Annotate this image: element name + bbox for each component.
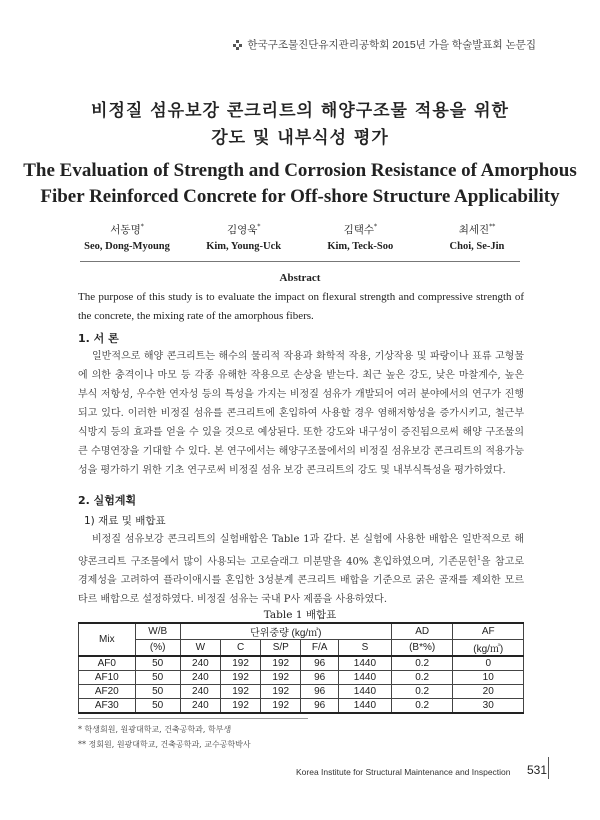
author-english-name: Kim, Teck-Soo	[327, 241, 394, 252]
table-cell: 50	[135, 656, 180, 671]
section1-paragraph: 일반적으로 해양 콘크리트는 해수의 물리적 작용과 화학적 작용, 기상작용 및 파랑이나 표류 고형물에 의한 충격이나 마모 등 각종 유해한 작용으로 손상을 받는다. 최근 높은 강도, 낮은 마찰계수, 높은 부식 저항성, 우수한 연자성 등의 특성을 가지는 비정질 섬유가 개발되어 여러 분야에서의 연구가 진행되고 있다. 이러한 비정질 섬유를 콘크리트에 혼입하여 사용할 경우 염해저항성을 증가시키고, 철근부식방지 등의 효과를 얻을 수 있을 것으로 예상된다. 또한 강도와 내구성이 증진됨으로써 해양 구조물의 큰 수명연장을 기대할 수 있다. 본 연구에서는 해양구조물에서의 비정질 섬유보강 콘크리트의 적용가능성을 평가하기 위한 기초 연구로써 비정질 섬유 보강 콘크리트의 강도 및 내부식특성을 평가하였다.	[78, 351, 524, 476]
section1-heading: 1. 서 론	[78, 332, 119, 345]
table-cell: 192	[261, 699, 301, 714]
author-mark: *	[374, 223, 378, 231]
table-cell: 192	[220, 671, 260, 685]
author-korean-name: 김택수	[343, 224, 375, 236]
journal-header	[233, 37, 536, 52]
table-cell: 96	[301, 656, 339, 671]
table-cell: 96	[301, 699, 339, 714]
table-row	[79, 656, 524, 671]
table-cell: 0.2	[391, 699, 453, 714]
author-korean-name: 최세진	[458, 224, 490, 236]
abstract-text: The purpose of this study is to evaluate the impact on flexural strength and compressive strength of the concrete, the mixing rate of the amorphous fibers.	[78, 291, 524, 322]
header-col-sp: S/P	[261, 640, 301, 657]
reference-mark: 1	[477, 555, 481, 562]
page-number-bar	[548, 757, 549, 779]
korean-title-line1: 비정질 섬유보강 콘크리트의 해양구조물 적용을 위한	[91, 101, 509, 121]
table-cell: 1440	[339, 685, 392, 699]
table-cell: 192	[261, 656, 301, 671]
table-cell: 50	[135, 699, 180, 714]
table-cell: 96	[301, 671, 339, 685]
author-english-name: Kim, Young-Uck	[206, 241, 282, 252]
table-cell: 0.2	[391, 656, 453, 671]
table-cell: 20	[453, 685, 524, 699]
header-af-unit: (kg/㎥)	[453, 640, 524, 657]
section2-text-part1: 비정질 섬유보강 콘크리트의 실험배합은 Table 1과 같다. 본 실험에 사용한 배합은 일반적으로 해양콘크리트 구조물에서 많이 사용되는 고로슬래그 미분말을 40% 혼입하였으며, 기존문헌	[78, 534, 524, 568]
table-cell: AF0	[79, 656, 136, 671]
korean-title-line2: 강도 및 내부식성 평가	[211, 128, 389, 148]
table-cell: 192	[220, 699, 260, 714]
author-mark: *	[140, 223, 144, 231]
table-cell: 192	[261, 685, 301, 699]
table-cell: AF10	[79, 671, 136, 685]
author	[422, 222, 532, 252]
section1-body	[78, 347, 524, 480]
abstract-heading: Abstract	[279, 272, 321, 284]
author-korean-name: 김영욱	[226, 224, 258, 236]
header-col-fa: F/A	[301, 640, 339, 657]
header-unit-weight: 단위중량 (kg/㎥)	[180, 623, 391, 640]
mix-table	[78, 622, 524, 714]
author-mark: *	[257, 223, 261, 231]
table-cell: AF20	[79, 685, 136, 699]
section2-paragraph	[78, 530, 524, 609]
header-mix: Mix	[79, 623, 136, 656]
table-cell: 96	[301, 685, 339, 699]
table-cell: 1440	[339, 656, 392, 671]
author	[189, 222, 299, 252]
table-cell: 50	[135, 671, 180, 685]
author-korean-name: 서동명	[110, 224, 141, 236]
section2-body	[78, 530, 524, 609]
table-caption: Table 1 배합표	[263, 609, 337, 621]
korean-title	[0, 98, 600, 152]
header-af: AF	[453, 623, 524, 640]
table-row	[79, 685, 524, 699]
table-cell: 192	[220, 685, 260, 699]
author-mark: **	[489, 223, 496, 231]
journal-name: 한국구조물진단유지관리공학회 2015년 가을 학술발표회 논문집	[247, 39, 536, 51]
section2-text-part2: 을 참고로 경제성을 고려하여 플라이애시를 혼입한 3성분계 콘크리트 배합을 기준으로 굵은 골재를 제외한 모르타르 배합으로 설정하였다. 비정질 섬유는 국내 P사 제품을 사용하였다.	[78, 556, 524, 606]
header-col-w: W	[180, 640, 220, 657]
table-cell: 192	[220, 656, 260, 671]
subsection-heading: 1) 재료 및 배합표	[84, 515, 166, 527]
header-ad: AD	[391, 623, 453, 640]
author-english-name: Seo, Dong-Myoung	[84, 241, 170, 252]
header-ad-unit: (B*%)	[391, 640, 453, 657]
footer-institute: Korea Institute for Structural Maintenance and Inspection	[296, 767, 511, 777]
page-number: 531	[527, 763, 548, 777]
table-cell: 240	[180, 656, 220, 671]
table-row	[79, 671, 524, 685]
section2-heading: 2. 실험계획	[78, 494, 137, 507]
author	[305, 222, 415, 252]
table-cell: 10	[453, 671, 524, 685]
footnote: * 학생회원, 원광대학교, 건축공학과, 학부생	[78, 725, 232, 734]
table-cell: 240	[180, 699, 220, 714]
table-cell: 240	[180, 671, 220, 685]
table-cell: AF30	[79, 699, 136, 714]
author-divider	[80, 261, 520, 262]
table-cell: 50	[135, 685, 180, 699]
table-row	[79, 699, 524, 714]
header-col-s: S	[339, 640, 392, 657]
header-wb-unit: (%)	[135, 640, 180, 657]
table-cell: 1440	[339, 671, 392, 685]
footnote: ** 정회원, 원광대학교, 건축공학과, 교수공학박사	[78, 740, 251, 749]
english-title-line1: The Evaluation of Strength and Corrosion Resistance of Amorphous	[23, 160, 577, 181]
journal-logo-icon	[233, 40, 243, 50]
author-english-name: Choi, Se-Jin	[449, 241, 505, 252]
table-cell: 0.2	[391, 671, 453, 685]
table-cell: 1440	[339, 699, 392, 714]
header-col-c: C	[220, 640, 260, 657]
author	[72, 222, 182, 252]
table-cell: 0.2	[391, 685, 453, 699]
header-wb: W/B	[135, 623, 180, 640]
english-title-line2: Fiber Reinforced Concrete for Off-shore Structure Applicability	[40, 186, 560, 207]
author-list	[72, 222, 532, 252]
table-cell: 30	[453, 699, 524, 714]
table-cell: 240	[180, 685, 220, 699]
table-cell: 192	[261, 671, 301, 685]
english-title	[0, 158, 600, 210]
table-cell: 0	[453, 656, 524, 671]
footnote-divider	[78, 718, 308, 719]
